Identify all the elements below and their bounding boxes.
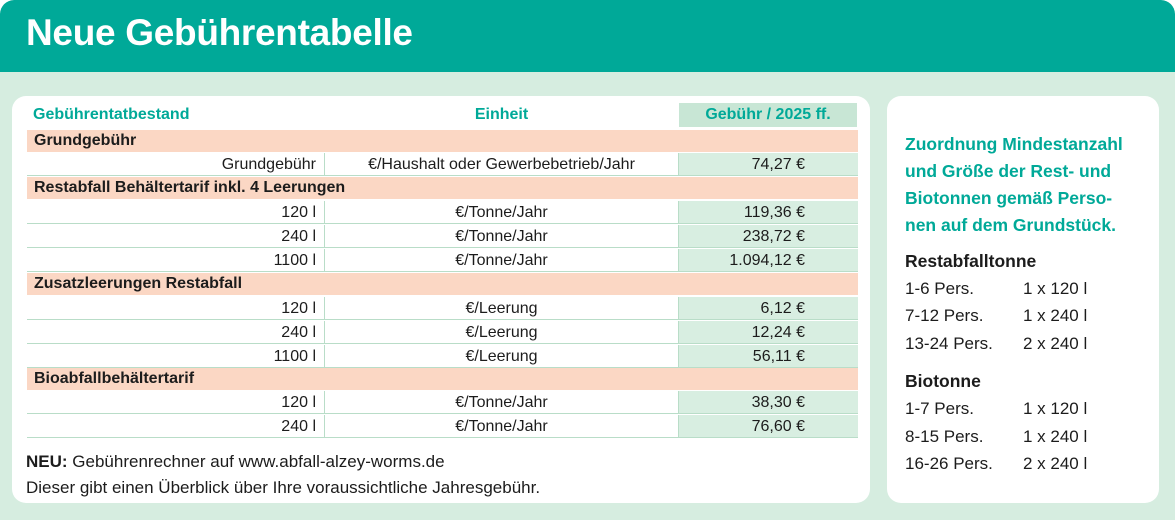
fee-item: Grundgebühr: [27, 153, 325, 175]
section-restabfall: [27, 177, 858, 199]
column-header-fee: Gebühr / 2025 ff.: [705, 106, 831, 123]
fee-value: 119,36 €: [679, 201, 858, 223]
assignment-heading-line: nen auf dem Grundstück.: [905, 215, 1116, 235]
persons-range: 8-15 Pers.: [905, 427, 984, 446]
fee-item: 1100 l: [27, 249, 325, 271]
fee-unit: €/Tonne/Jahr: [325, 201, 679, 223]
table-row: [27, 201, 858, 224]
fee-value: 238,72 €: [679, 225, 858, 247]
persons-range: 1-6 Pers.: [905, 279, 974, 298]
fee-value: 56,11 €: [679, 345, 858, 367]
fee-value: 74,27 €: [679, 153, 858, 175]
bin-size: 2 x 240 l: [1023, 334, 1088, 353]
table-row: [27, 345, 858, 368]
fee-unit: €/Tonne/Jahr: [325, 415, 679, 437]
bin-size: 1 x 240 l: [1023, 306, 1088, 325]
table-row: [27, 153, 858, 176]
new-label: NEU:: [26, 452, 68, 471]
assignment-heading-line: und Größe der Rest- und: [905, 161, 1112, 181]
section-zusatzleerungen: [27, 273, 858, 295]
assignment-row: [905, 334, 1105, 358]
bin-size: 1 x 240 l: [1023, 427, 1088, 446]
restabfalltonne-heading: Restabfalltonne: [905, 251, 1037, 271]
fee-unit: €/Tonne/Jahr: [325, 225, 679, 247]
fee-unit: €/Leerung: [325, 297, 679, 319]
assignment-heading: [905, 131, 1155, 239]
assignment-heading-line: Biotonnen gemäß Perso-: [905, 188, 1113, 208]
persons-range: 7-12 Pers.: [905, 306, 984, 325]
fee-item: 240 l: [27, 415, 325, 437]
fee-item: 120 l: [27, 391, 325, 413]
table-row: [27, 249, 858, 272]
assignment-row: [905, 279, 1105, 303]
calculator-note: [26, 452, 445, 472]
table-row: [27, 321, 858, 344]
overview-note: Dieser gibt einen Überblick über Ihre voraussichtliche Jahresgebühr.: [26, 478, 541, 497]
fee-unit: €/Leerung: [325, 321, 679, 343]
table-row: [27, 225, 858, 248]
assignment-row: [905, 306, 1105, 330]
fee-unit: €/Tonne/Jahr: [325, 391, 679, 413]
bin-size: 1 x 120 l: [1023, 399, 1088, 418]
table-row: [27, 415, 858, 438]
section-grundgebuehr: [27, 130, 858, 152]
section-label: Restabfall Behältertarif inkl. 4 Leerungen: [34, 179, 346, 196]
assignment-heading-line: Zuordnung Mindestanzahl: [905, 134, 1123, 154]
section-label: Bioabfallbehältertarif: [34, 370, 195, 387]
section-label: Zusatzleerungen Restabfall: [34, 275, 243, 292]
fee-item: 120 l: [27, 201, 325, 223]
fee-value: 12,24 €: [679, 321, 858, 343]
bin-size: 1 x 120 l: [1023, 279, 1088, 298]
fee-item: 240 l: [27, 225, 325, 247]
fee-item: 120 l: [27, 297, 325, 319]
fee-item: 1100 l: [27, 345, 325, 367]
table-row: [27, 391, 858, 414]
biotonne-heading: Biotonne: [905, 371, 981, 391]
table-row: [27, 297, 858, 320]
fee-unit: €/Haushalt oder Gewerbebetrieb/Jahr: [325, 153, 679, 175]
persons-range: 1-7 Pers.: [905, 399, 974, 418]
column-header-unit: Einheit: [474, 106, 529, 123]
fee-value: 38,30 €: [679, 391, 858, 413]
persons-range: 16-26 Pers.: [905, 454, 993, 473]
fee-unit: €/Leerung: [325, 345, 679, 367]
fee-value: 6,12 €: [679, 297, 858, 319]
fee-item: 240 l: [27, 321, 325, 343]
bin-size: 2 x 240 l: [1023, 454, 1088, 473]
persons-range: 13-24 Pers.: [905, 334, 993, 353]
header-banner: [0, 0, 1175, 72]
assignment-row: [905, 399, 1105, 423]
fee-value: 76,60 €: [679, 415, 858, 437]
fee-value: 1.094,12 €: [679, 249, 858, 271]
assignment-row: [905, 427, 1105, 451]
fee-unit: €/Tonne/Jahr: [325, 249, 679, 271]
section-bioabfall: [27, 368, 858, 390]
assignment-row: [905, 454, 1105, 478]
column-header-fee-item: Gebührentatbestand: [33, 106, 190, 123]
page-title: Neue Gebührentabelle: [26, 12, 413, 53]
calculator-text: Gebührenrechner auf www.abfall-alzey-worms.de: [72, 452, 445, 471]
section-label: Grundgebühr: [34, 132, 137, 149]
